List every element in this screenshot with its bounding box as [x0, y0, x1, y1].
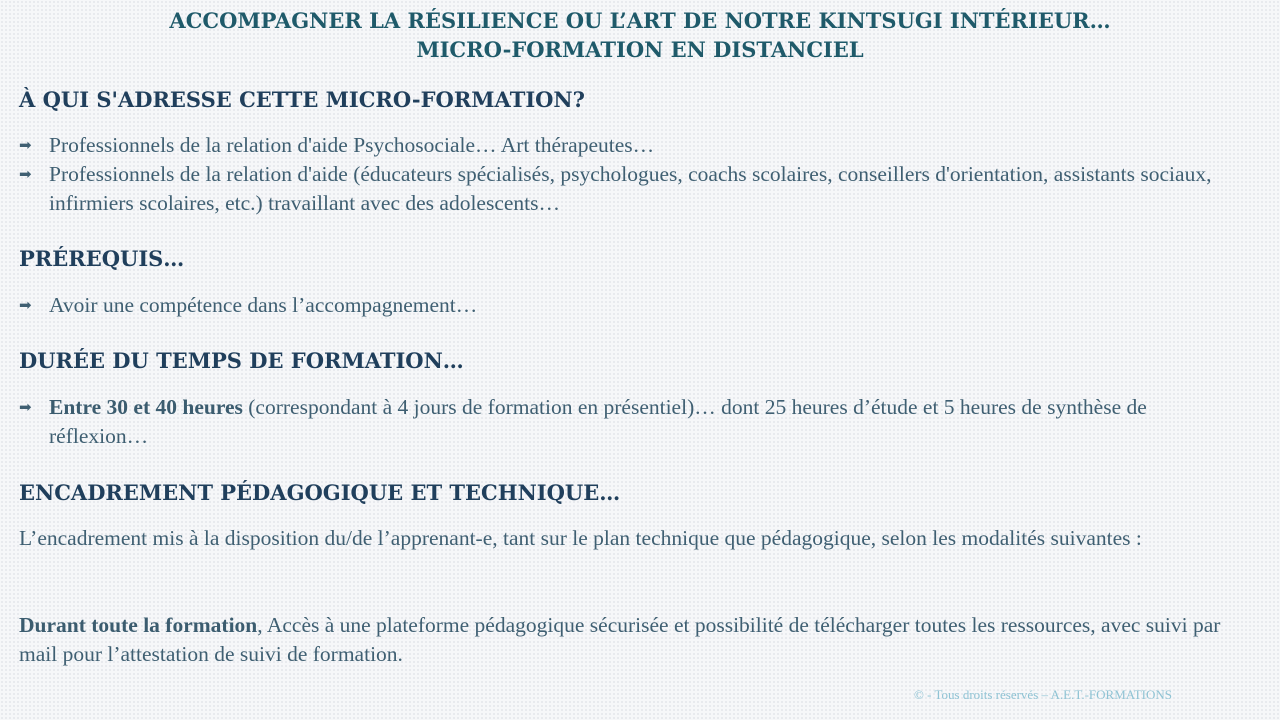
audience-item-2: [19, 160, 1249, 218]
duration-item-text: [49, 393, 1249, 451]
duration-heading: DURÉE DU TEMPS DE FORMATION…: [19, 348, 464, 373]
supervision-details-text: , Accès à une plateforme pédagogique sécurisée et possibilité de télécharger toutes les ressources, avec suivi par mail pour l’attestation de suivi de formation.: [19, 613, 1221, 666]
arrow-right-icon: ➡: [19, 296, 32, 314]
prerequisites-item-1-text: Avoir une compétence dans l’accompagnement…: [49, 293, 478, 317]
title-line-2: MICRO-FORMATION EN DISTANCIEL: [416, 37, 864, 62]
arrow-right-icon: ➡: [19, 165, 32, 183]
supervision-heading: ENCADREMENT PÉDAGOGIQUE ET TECHNIQUE…: [19, 480, 621, 505]
copyright-footer: © - Tous droits réservés – A.E.T.-FORMATIONS: [914, 687, 1173, 702]
duration-hours: Entre 30 et 40 heures: [49, 395, 243, 419]
audience-item-1: [19, 131, 1249, 160]
audience-item-1-text: Professionnels de la relation d'aide Psychosociale… Art thérapeutes…: [49, 133, 655, 157]
title-line-1: ACCOMPAGNER LA RÉSILIENCE OU L’ART DE NOTRE KINTSUGI INTÉRIEUR…: [169, 8, 1111, 33]
duration-details: (correspondant à 4 jours de formation en présentiel)… dont 25 heures d’étude et 5 heures de synthèse de réflexion…: [49, 395, 1147, 448]
audience-item-2-text: Professionnels de la relation d'aide (éducateurs spécialisés, psychologues, coachs scolaires, conseillers d'orientation, assistants sociaux, infirmiers scolaires, etc.) travaillant avec des adolescents…: [49, 162, 1212, 215]
supervision-intro: L’encadrement mis à la disposition du/de l’apprenant-e, tant sur le plan technique que pédagogique, selon les modalités suivantes :: [19, 526, 1142, 550]
supervision-details: [19, 611, 1259, 669]
prerequisites-item-1: [19, 291, 1249, 320]
arrow-right-icon: ➡: [19, 136, 32, 154]
duration-item: [19, 393, 1249, 451]
audience-heading: À QUI S'ADRESSE CETTE MICRO-FORMATION?: [19, 87, 585, 112]
page-title: [0, 6, 1280, 64]
arrow-right-icon: ➡: [19, 398, 32, 416]
supervision-duration-label: Durant toute la formation: [19, 613, 258, 637]
prerequisites-heading: PRÉREQUIS…: [19, 246, 185, 271]
